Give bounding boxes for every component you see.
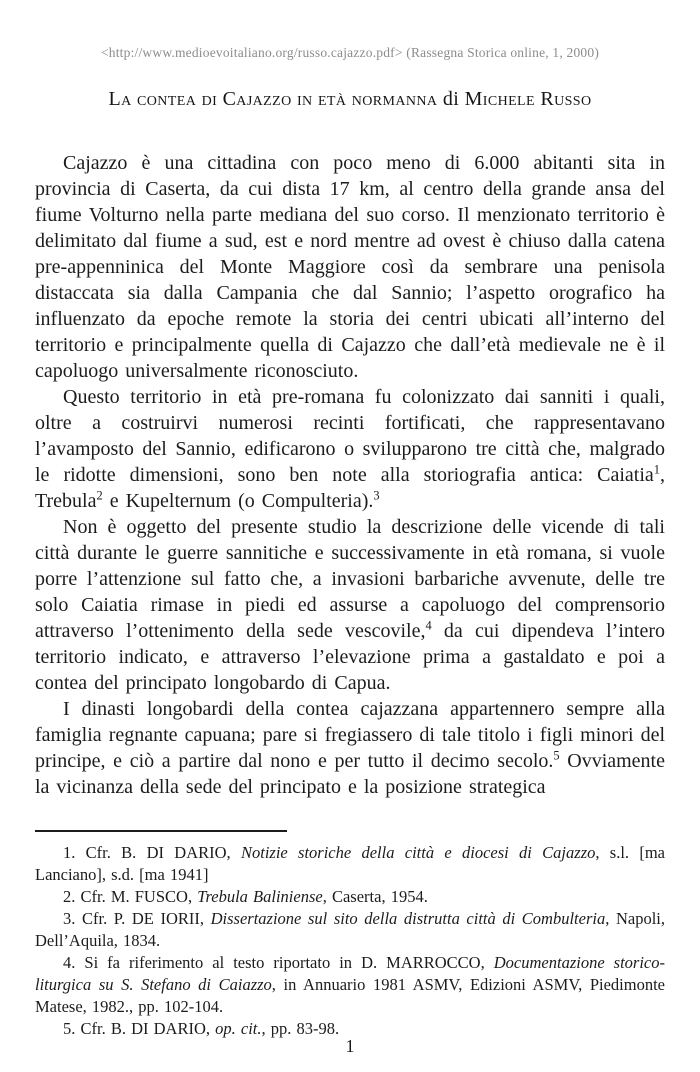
page-number: 1: [345, 1036, 355, 1056]
header-citation: <http://www.medioevoitaliano.org/russo.cajazzo.pdf> (Rassegna Storica online, 1, 2000): [100, 45, 600, 60]
footnote-2: 2. Cfr. M. FUSCO, Trebula Baliniense, Caserta, 1954.: [63, 887, 428, 906]
footnote-separator-rule: [35, 830, 287, 832]
footnotes-section: [35, 842, 665, 1040]
paragraph-3: Non è oggetto del presente studio la descrizione delle vicende di tali città durante le guerre sannitiche e successivamente in età romana, si vuole porre l’attenzione sul fatto che, a invasioni barbariche avvenute, delle tre solo Caiatia rimase in piedi ed assurse a capoluogo del comprensorio attraverso l’ottenimento della sede vescovile,$^4$ da cui dipendeva l’intero territorio indicato, e attraverso l’elevazione prima a gastaldato e poi a contea del principato longobardo di Capua.: [35, 516, 665, 694]
footnote-1: 1. Cfr. B. DI DARIO, Notizie storiche della città e diocesi di Cajazzo, s.l. [ma Lanciano], s.d. [ma 1941]: [35, 843, 665, 884]
title-connector: di: [437, 88, 465, 110]
title-author: Michele Russo: [464, 88, 592, 110]
title-main: La contea di Cajazzo in età normanna: [108, 88, 438, 110]
paragraph-4: I dinasti longobardi della contea cajazzana appartennero sempre alla famiglia regnante capuana; pare si fregiassero di tale titolo i figli minori del principe, e ciò a partire dal nono e per tutto il decimo secolo.$^5$ Ovviamente la vicinanza della sede del principato e la posizione strategica: [35, 698, 665, 798]
footnote-3: 3. Cfr. P. DE IORII, Dissertazione sul sito della distrutta città di Combulteria, Napoli, Dell’Aquila, 1834.: [35, 909, 665, 950]
paragraph-2: Questo territorio in età pre-romana fu colonizzato dai sanniti i quali, oltre a costruirvi numerosi recinti fortificati, che rappresentavano l’avamposto del Sannio, edificarono o svilupparono tre città che, malgrado le ridotte dimensioni, sono ben note alla storiografia antica: Caiatia$^1$, Trebula$^2$ e Kupelternum (o Compulteria).$^3$: [35, 386, 665, 512]
footnote-5: 5. Cfr. B. DI DARIO, op. cit., pp. 83-98.: [63, 1019, 340, 1038]
article-title: [0, 86, 700, 112]
paragraph-1: Cajazzo è una cittadina con poco meno di 6.000 abitanti sita in provincia di Caserta, da cui dista 17 km, al centro della grande ansa del fiume Volturno nella parte mediana del suo corso. Il menzionato territorio è delimitato dal fiume a sud, est e nord mentre ad ovest è chiuso dalla catena pre-appenninica del Monte Maggiore così da sembrare una penisola distaccata sia dalla Campania che dal Sannio; l’aspetto orografico ha influenzato da epoche remote la storia dei centri ubicati all’interno del territorio e principalmente quella di Cajazzo che dall’età medievale ne è il capoluogo universalmente riconosciuto.: [35, 152, 665, 382]
body-text: [35, 150, 665, 800]
footnote-4: 4. Si fa riferimento al testo riportato in D. MARROCCO, Documentazione storico-liturgica su S. Stefano di Caiazzo, in Annuario 1981 ASMV, Edizioni ASMV, Piedimonte Matese, 1982., pp. 102-104.: [35, 953, 665, 1016]
